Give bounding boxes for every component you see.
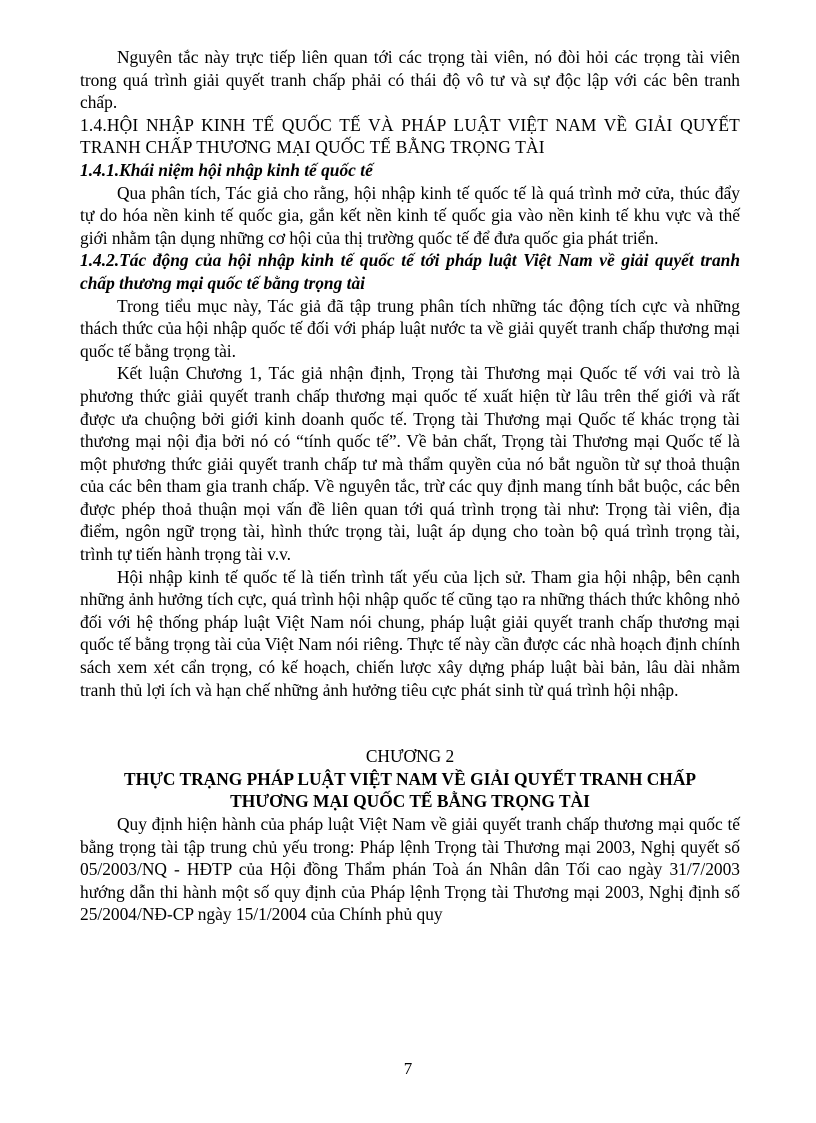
heading-1-4-1: 1.4.1.Khái niệm hội nhập kinh tế quốc tế — [80, 159, 373, 180]
chapter-title-line-2: THƯƠNG MẠI QUỐC TẾ BẰNG TRỌNG TÀI — [230, 791, 590, 812]
heading-1-4: 1.4.HỘI NHẬP KINH TẾ QUỐC TẾ VÀ PHÁP LUẬT VIỆT NAM VỀ GIẢI QUYẾT TRANH CHẤP THƯƠNG MẠI QUỐC TẾ BẰNG TRỌNG TÀI — [80, 114, 740, 158]
paragraph-chapter1-conclusion: Kết luận Chương 1, Tác giả nhận định, Trọng tài Thương mại Quốc tế với vai trò là phương thức giải quyết tranh chấp thương mại quốc tế xuất hiện từ lâu trên thế giới và rất được ưa chuộng bởi giới kinh doanh quốc tế. Trọng tài Thương mại Quốc tế khác trọng tài thương mại nội địa bởi nó có “tính quốc tế”. Về bản chất, Trọng tài Thương mại Quốc tế là một phương thức giải quyết tranh chấp tư mà thẩm quyền của nó bắt nguồn từ sự thoả thuận của các bên tham gia tranh chấp. Về nguyên tắc, trừ các quy định mang tính bắt buộc, các bên được phép thoả thuận mọi vấn đề liên quan tới quá trình trọng tài như: Trọng tài viên, địa điểm, ngôn ngữ trọng tài, hình thức trọng tài, luật áp dụng cho toàn bộ quá trình trọng tài, trình tự tiến hành trọng tài v.v. — [80, 363, 740, 565]
paragraph-impact-analysis: Trong tiểu mục này, Tác giả đã tập trung phân tích những tác động tích cực và những thách thức của hội nhập quốc tế đối với pháp luật nước ta về giải quyết tranh chấp thương mại quốc tế bằng trọng tài. — [80, 295, 740, 361]
heading-1-4-2: 1.4.2.Tác động của hội nhập kinh tế quốc tế tới pháp luật Việt Nam về giải quyết tranh chấp thương mại quốc tế bằng trọng tài — [80, 250, 740, 293]
chapter-title-line-1: THỰC TRẠNG PHÁP LUẬT VIỆT NAM VỀ GIẢI QUYẾT TRANH CHẤP — [123, 768, 697, 789]
paragraph-integration-concept: Qua phân tích, Tác giả cho rằng, hội nhập kinh tế quốc tế là quá trình mở cửa, thúc đẩy tự do hóa nền kinh tế quốc gia, gắn kết nền kinh tế quốc gia vào nền kinh tế khu vực và thế giới nhằm tận dụng những cơ hội của thị trường quốc tế để đưa quốc gia phát triển. — [80, 182, 740, 248]
page-number: 7 — [403, 1059, 413, 1078]
paragraph-chapter2-intro: Quy định hiện hành của pháp luật Việt Nam về giải quyết tranh chấp thương mại quốc tế bằng trọng tài tập trung chủ yếu trong: Pháp lệnh Trọng tài Thương mại 2003, Nghị quyết số 05/2003/NQ - HĐTP của Hội đồng Thẩm phán Toà án Nhân dân Tối cao ngày 31/7/2003 hướng dẫn thi hành một số quy định của Pháp lệnh Trọng tài Thương mại 2003, Nghị định số 25/2004/NĐ-CP ngày 15/1/2004 của Chính phủ quy — [80, 814, 740, 925]
paragraph-integration-challenges: Hội nhập kinh tế quốc tế là tiến trình tất yếu của lịch sử. Tham gia hội nhập, bên cạnh những ảnh hưởng tích cực, quá trình hội nhập quốc tế cũng tạo ra những thách thức không nhỏ đối với hệ thống pháp luật Việt Nam nói chung, pháp luật giải quyết tranh chấp thương mại quốc tế bằng trọng tài của Việt Nam nói riêng. Thực tế này cần được các nhà hoạch định chính sách xem xét cẩn trọng, có kế hoạch, chiến lược xây dựng pháp luật bài bản, lâu dài nhằm tranh thủ lợi ích và hạn chế những ảnh hưởng tiêu cực phát sinh từ quá trình hội nhập. — [80, 566, 740, 700]
paragraph-arbitrator-principle: Nguyên tắc này trực tiếp liên quan tới các trọng tài viên, nó đòi hỏi các trọng tài viên trong quá trình giải quyết tranh chấp phải có thái độ vô tư và sự độc lập với các bên tranh chấp. — [80, 47, 740, 113]
chapter-spacer — [80, 701, 740, 745]
chapter-number: CHƯƠNG 2 — [365, 746, 455, 767]
document-page — [80, 46, 740, 926]
